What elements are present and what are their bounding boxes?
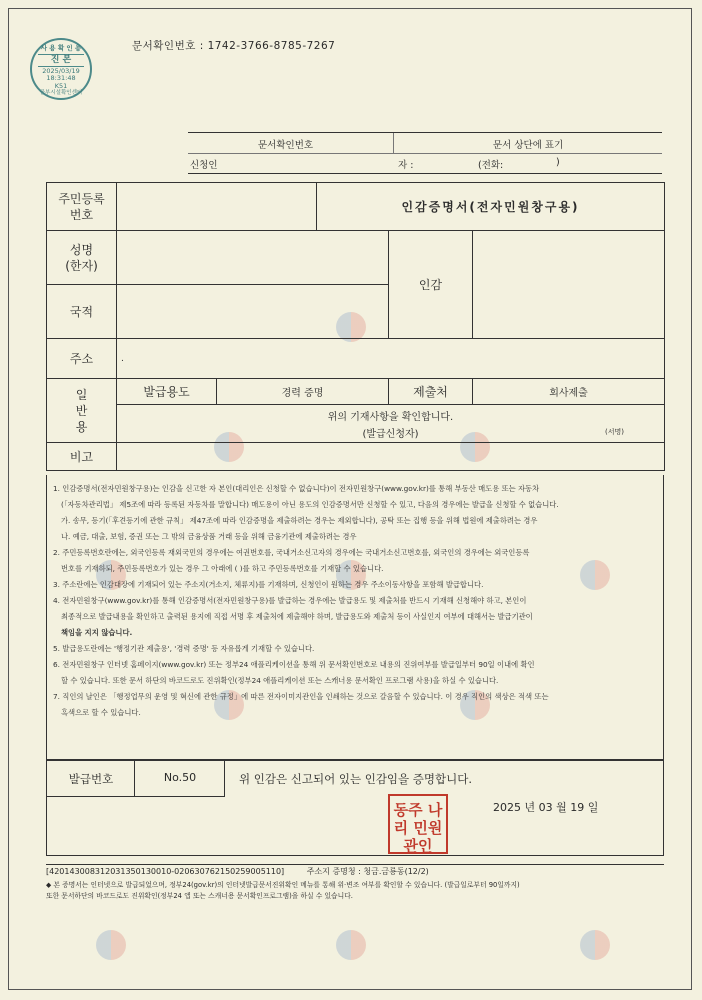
- barcode-line: [46, 866, 429, 877]
- note-line: 가. 송무, 등기(「후견등기에 관한 규칙」 제47조에 따라 인감증명을 제출하려는 경우는 제외합니다), 공탁 또는 집행 등을 위해 법원에 제출하려는 경우: [61, 516, 538, 525]
- verification-stamp: [30, 38, 92, 100]
- note-line: 1. 인감증명서(전자민원창구용)는 인감을 신고한 자 본인(대리인은 신청할 수 없습니다)이 전자민원창구(www.gov.kr)를 통해 부동산 매도용 또는 자동차: [53, 484, 540, 493]
- req-phone: (전화:: [478, 160, 504, 171]
- issue-no-value: No.50: [163, 771, 197, 784]
- submit-label: 제출처: [389, 379, 473, 405]
- note-line: (「자동차관리법」 제5조에 따라 등록된 자동차를 말합니다) 매도용이 아닌 용도의 인감증명서만 신청할 수 있고, 다음의 경우에는 발급을 신청할 수 없습니다.: [61, 500, 559, 509]
- stamp-code: K51: [54, 81, 68, 90]
- stamp-org: 공부시설확인센터: [39, 90, 83, 96]
- seal-box: [473, 231, 665, 339]
- seal-label: 인감: [389, 231, 473, 339]
- note-line: 2. 주민등록번호란에는, 외국인등록 재외국민의 경우에는 여권번호를, 국내거소신고자의 경우에는 국내거소신고번호를, 외국인의 경우에는 외국인등록: [53, 548, 530, 557]
- issue-no-label: 발급번호: [68, 772, 114, 786]
- nationality-value: [117, 285, 389, 339]
- document-title: 인감증명서(전자민원창구용): [317, 183, 665, 231]
- stamp-time: 18:31:48: [46, 74, 76, 82]
- note-line: 번호를 기재하되, 주민등록번호가 있는 경우 그 아래에 ( )를 하고 주민등록번호를 기재할 수 있습니다.: [61, 564, 384, 573]
- divider: [46, 864, 664, 865]
- purpose-value: 경력 증명: [217, 379, 389, 405]
- req-applicant: 신청인: [190, 160, 218, 171]
- stamp-line1: 사 용 확 인 용: [40, 44, 82, 52]
- confirm-text: 위의 기재사항을 확인합니다.: [327, 412, 454, 423]
- fine-line-1: ◆ 본 증명서는 인터넷으로 발급되었으며, 정부24(gov.kr)의 인터넷발급문서진위확인 메뉴를 통해 위·변조 여부를 확인할 수 있습니다. (발급일로부터 90일까지): [46, 881, 520, 889]
- sign-text: (서명): [605, 428, 625, 436]
- certify-text: 위 인감은 신고되어 있는 인감임을 증명합니다.: [239, 772, 473, 786]
- req-doc-confirm: 문서확인번호: [258, 140, 314, 151]
- remarks-label: 비고: [47, 443, 117, 471]
- note-line: 책임을 지지 않습니다.: [61, 628, 133, 637]
- general-use-label: 일 반 용: [47, 379, 117, 443]
- remarks-value: [117, 443, 665, 471]
- applicant-text: (발급신청자): [362, 429, 419, 440]
- note-line: 할 수 있습니다. 또한 문서 하단의 바코드로도 진위확인(정부24 애플리케이션 또는 스캐너용 문서확인 프로그램 사용)을 하실 수 있습니다.: [61, 676, 499, 685]
- rrn-label: 주민등록 번호: [47, 183, 117, 231]
- req-phone-close: ): [556, 157, 560, 168]
- doc-confirm-number: 문서확인번호 : 1742-3766-8785-7267: [132, 40, 336, 52]
- stamp-date: 2025/03/19: [42, 66, 80, 75]
- confirm-cell: [117, 405, 665, 443]
- note-line: 나. 예금, 대출, 보험, 증권 또는 그 밖의 금융상품 거래 등을 위해 금융기관에 제출하려는 경우: [61, 532, 357, 541]
- notes-section: [46, 475, 664, 760]
- watermark-icon: [96, 930, 126, 960]
- fine-line-2: 또한 문서하단의 바코드로도 진위확인(정부24 앱 또는 스캐너용 문서확인프로그램)을 하실 수 있습니다.: [46, 892, 353, 900]
- issuer-text: 주소지 증명청 : 청금.금룡동(12/2): [306, 867, 429, 876]
- note-line: 5. 발급용도란에는 '행정기관 제출용', '경력 증명' 등 자유롭게 기재할 수 있습니다.: [53, 644, 315, 653]
- address-label: 주소: [47, 339, 117, 379]
- address-value: .: [117, 339, 665, 379]
- official-seal: 동주 나리 민원 관인: [388, 794, 448, 854]
- watermark-icon: [336, 930, 366, 960]
- req-top-mark: 문서 상단에 표기: [493, 140, 564, 151]
- note-line: 6. 전자민원창구 인터넷 홈페이지(www.gov.kr) 또는 정부24 애플리케이션을 통해 위 문서확인번호로 내용의 진위여부를 발급일부터 90일 이내에 확인: [53, 660, 535, 669]
- note-line: 7. 직인의 날인은 「행정업무의 운영 및 혁신에 관한 규정」에 따른 전자이미지관인을 인쇄하는 것으로 갈음할 수 있습니다. 이 경우 직인의 색상은 적색 또는: [53, 692, 549, 701]
- watermark-icon: [580, 930, 610, 960]
- issue-footer: [46, 760, 664, 856]
- name-value: [117, 231, 389, 285]
- purpose-label: 발급용도: [117, 379, 217, 405]
- rrn-value: [117, 183, 317, 231]
- note-line: 흑색으로 할 수 있습니다.: [61, 708, 141, 717]
- nationality-label: 국적: [47, 285, 117, 339]
- request-table: [188, 132, 662, 174]
- certificate-table: [46, 182, 665, 471]
- submit-value: 회사제출: [473, 379, 665, 405]
- issue-date: 2025 년 03 월 19 일: [493, 801, 599, 814]
- note-line: 4. 전자민원창구(www.gov.kr)를 통해 인감증명서(전자민원창구용)를 발급하는 경우에는 발급용도 및 제출처를 반드시 기재해 신청해야 하고, 본인이: [53, 596, 527, 605]
- note-line: 3. 주소란에는 인감대장에 기재되어 있는 주소지(거소지, 체류지)를 기재하며, 신청인이 원하는 경우 주소이동사항을 포함해 발급합니다.: [53, 580, 484, 589]
- stamp-main: 진 본: [38, 54, 84, 67]
- name-label: 성명 (한자): [47, 231, 117, 285]
- note-line: 최종적으로 발급내용을 확인하고 출력된 용지에 직접 서명 후 제출처에 제출해야 하며, 발급용도와 제출처 등이 사실인지 여부에 대해서는 발급기관이: [61, 612, 533, 621]
- req-person: 자 :: [398, 160, 414, 171]
- fine-print: [46, 880, 664, 902]
- barcode-text: [420143008312031350130010-020630762150259005110]: [46, 867, 285, 876]
